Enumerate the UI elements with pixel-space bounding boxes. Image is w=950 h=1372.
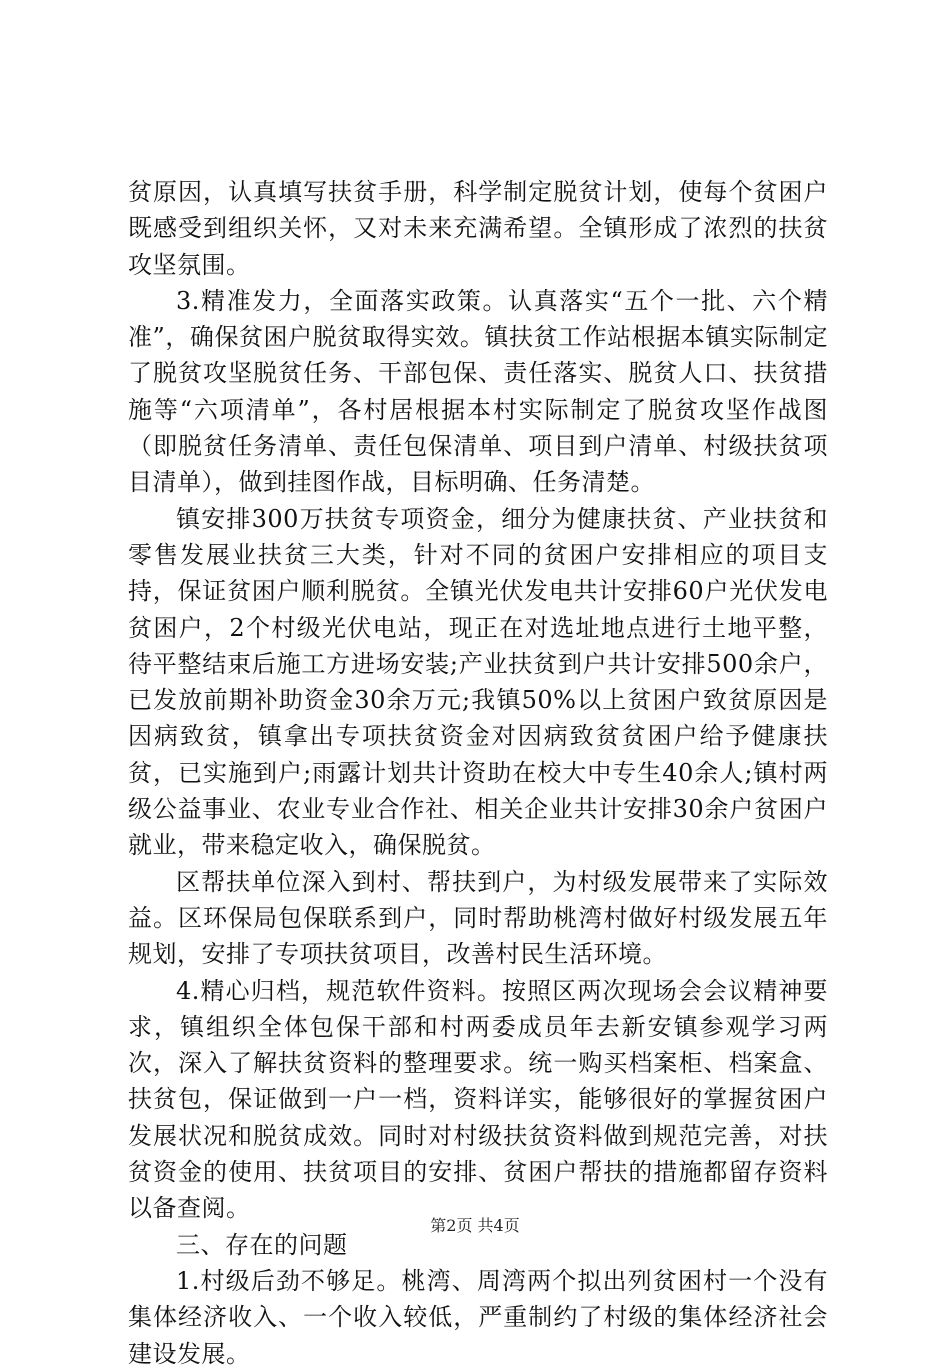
paragraph-village-momentum: 1.村级后劲不够足。桃湾、周湾两个拟出列贫困村一个没有集体经济收入、一个收入较低，严重制约了村级的集体经济社会建设发展。	[128, 1266, 828, 1368]
paragraph-archiving: 4.精心归档，规范软件资料。按照区两次现场会会议精神要求，镇组织全体包保干部和村两委成员年去新安镇参观学习两次，深入了解扶贫资料的整理要求。统一购买档案柜、档案盒、扶贫包，保证做到一户一档，资料详实，能够很好的掌握贫困户发展状况和脱贫成效。同时对村级扶贫资料做到规范完善，对扶贫资金的使用、扶贫项目的安排、贫困户帮扶的措施都留存资料以备查阅。	[128, 976, 828, 1223]
paragraph-assistance-units: 区帮扶单位深入到村、帮扶到户，为村级发展带来了实际效益。区环保局包保联系到户，同时帮助桃湾村做好村级发展五年规划，安排了专项扶贫项目，改善村民生活环境。	[128, 867, 828, 969]
paragraph-precise-effort: 3.精准发力，全面落实政策。认真落实“五个一批、六个精准”，确保贫困户脱贫取得实效。镇扶贫工作站根据本镇实际制定了脱贫攻坚脱贫任务、干部包保、责任落实、脱贫人口、扶贫措施等“六项清单”，各村居根据本村实际制定了脱贫攻坚作战图（即脱贫任务清单、责任包保清单、项目到户清单、村级扶贫项目清单），做到挂图作战，目标明确、任务清楚。	[128, 286, 828, 497]
section-heading-problems: 三、存在的问题	[176, 1230, 348, 1259]
paragraph-continuation: 贫原因，认真填写扶贫手册，科学制定脱贫计划，使每个贫困户既感受到组织关怀，又对未来充满希望。全镇形成了浓烈的扶贫攻坚氛围。	[128, 178, 828, 279]
document-body	[128, 174, 828, 1372]
page-footer: 第2页 共4页	[430, 1216, 520, 1235]
paragraph-special-funds: 镇安排300万扶贫专项资金，细分为健康扶贫、产业扶贫和零售发展业扶贫三大类，针对不同的贫困户安排相应的项目支持，保证贫困户顺利脱贫。全镇光伏发电共计安排60户光伏发电贫困户，2个村级光伏电站，现正在对选址地点进行土地平整，待平整结束后施工方进场安装;产业扶贫到户共计安排500余户，已发放前期补助资金30余万元;我镇50%以上贫困户致贫原因是因病致贫，镇拿出专项扶贫资金对因病致贫贫困户给予健康扶贫，已实施到户;雨露计划共计资助在校大中专生40余人;镇村两级公益事业、农业专业合作社、相关企业共计安排30余户贫困户就业，带来稳定收入，确保脱贫。	[128, 504, 828, 860]
